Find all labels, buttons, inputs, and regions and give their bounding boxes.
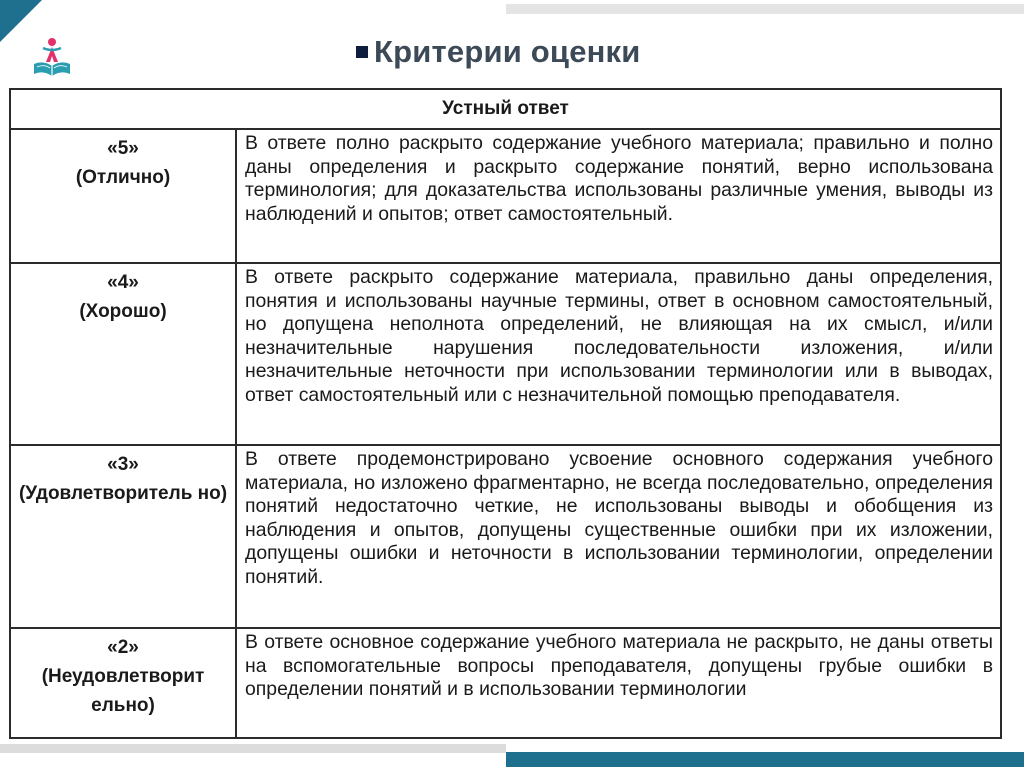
grade-number: «4»: [107, 272, 139, 293]
bottom-right-decor-bar: [506, 752, 1024, 767]
grade-name: (Неудовлетворит ельно): [41, 666, 205, 716]
grade-cell: [10, 129, 236, 263]
grade-name: (Удовлетворитель но): [18, 483, 228, 504]
table-row: [10, 129, 1001, 263]
bottom-left-decor-bar: [0, 744, 506, 753]
grade-cell: [10, 263, 236, 445]
grade-description: В ответе продемонстрировано усвоение основного содержания учебного материала, но изложено фрагментарно, не всегда последовательно, определения понятий недостаточно четкие, не использованы выводы и обобщения из наблюдения и опытов, допущены существенные ошибки при их изложении, допущены ошибки и неточности в использовании терминологии, определении понятий.: [236, 445, 1001, 628]
grade-name: (Хорошо): [79, 301, 167, 322]
top-decor-bar: [506, 4, 1024, 14]
table-header-row: [10, 89, 1001, 129]
criteria-table: [9, 88, 1002, 739]
slide-title-text: Критерии оценки: [374, 34, 641, 69]
grade-cell: [10, 628, 236, 738]
table-header: Устный ответ: [10, 89, 1001, 129]
grade-description: В ответе полно раскрыто содержание учебного материала; правильно и полно даны определения и раскрыто содержание понятий, верно использована терминология; для доказательства использованы различные умения, выводы из наблюдений и опытов; ответ самостоятельный.: [236, 129, 1001, 263]
grade-number: «3»: [107, 454, 139, 475]
grade-cell: [10, 445, 236, 628]
table-row: [10, 263, 1001, 445]
grade-number: «2»: [107, 637, 139, 658]
grade-description: В ответе основное содержание учебного материала не раскрыто, не даны ответы на вспомогательные вопросы преподавателя, допущены грубые ошибки в определении понятий и в использовании терминологии: [236, 628, 1001, 738]
slide-title: [356, 34, 641, 70]
book-with-figure-logo-icon: [28, 36, 76, 80]
square-bullet-icon: [356, 46, 368, 58]
grade-number: «5»: [107, 138, 139, 159]
grade-description: В ответе раскрыто содержание материала, правильно даны определения, понятия и использованы научные термины, ответ в основном самостоятельный, но допущена неполнота определений, не влияющая на их смысл, и/или незначительные нарушения последовательности изложения, и/или незначительные неточности при использовании терминологии или в выводах, ответ самостоятельный или с незначительной помощью преподавателя.: [236, 263, 1001, 445]
table-row: [10, 628, 1001, 738]
table-row: [10, 445, 1001, 628]
grade-name: (Отлично): [75, 167, 171, 188]
